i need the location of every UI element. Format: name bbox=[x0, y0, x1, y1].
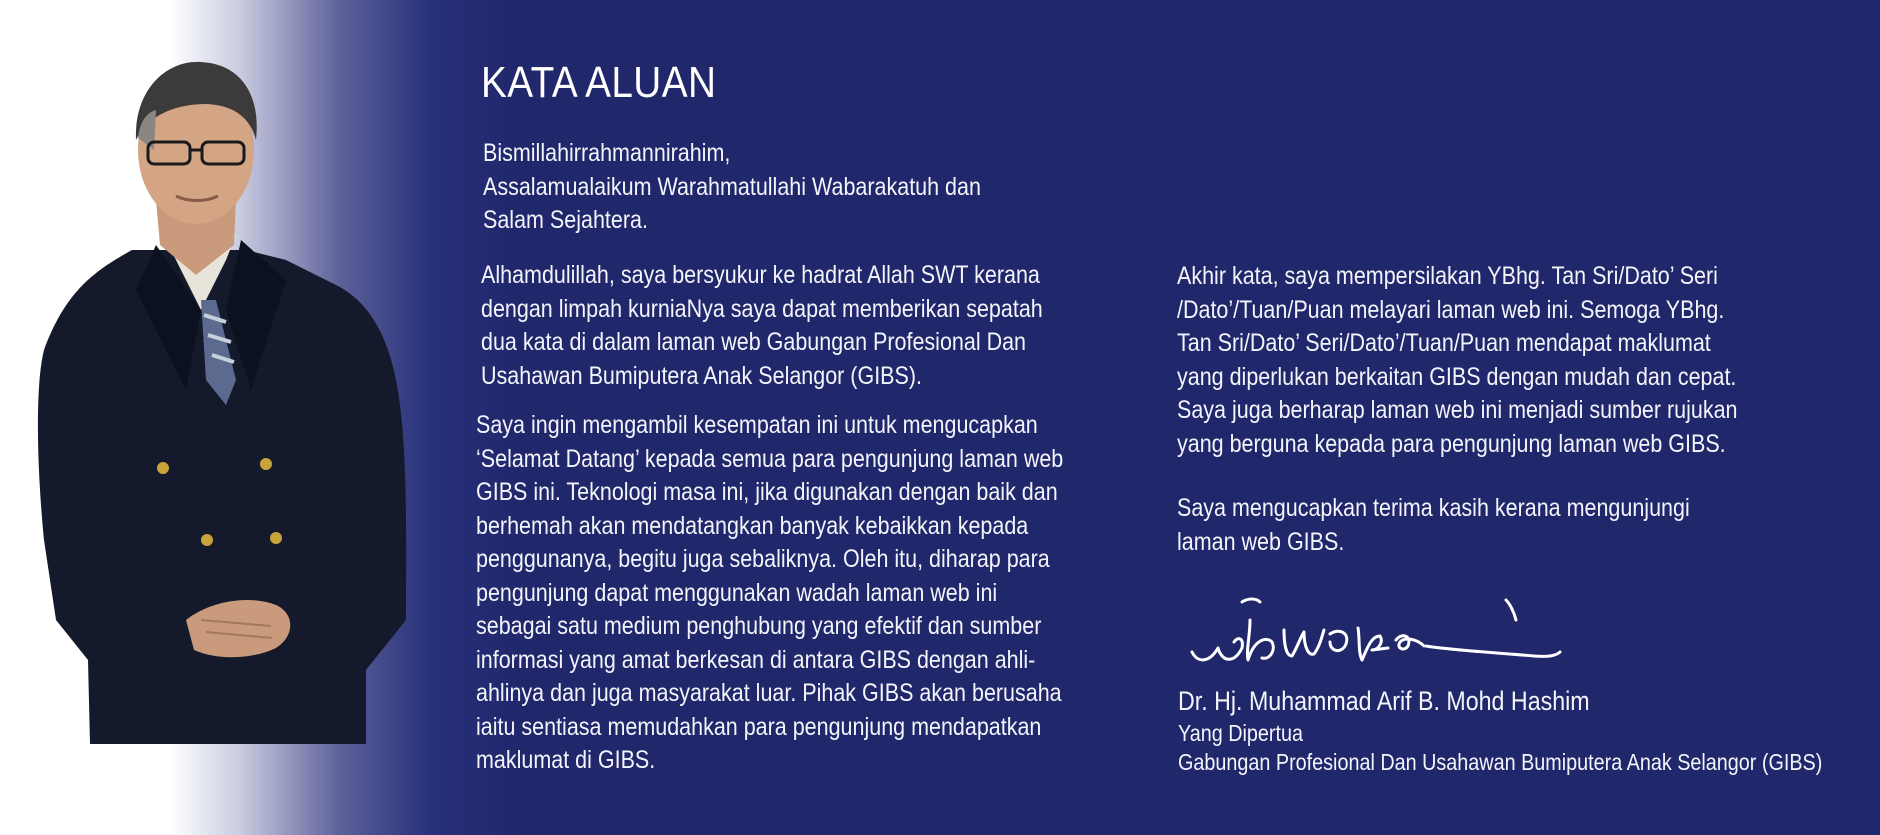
paragraph-line: informasi yang amat berkesan di antara GIBS dengan ahli- bbox=[476, 645, 1036, 674]
page-title: KATA ALUAN bbox=[481, 58, 717, 107]
closing-paragraph bbox=[1177, 260, 1738, 461]
paragraph-line: dua kata di dalam laman web Gabungan Profesional Dan bbox=[481, 328, 1027, 356]
paragraph-line: ahlinya dan juga masyarakat luar. Pihak GIBS akan berusaha bbox=[476, 679, 1062, 707]
signer-organization: Gabungan Profesional Dan Usahawan Bumiputera Anak Selangor (GIBS) bbox=[1178, 749, 1823, 775]
paragraph-line: Saya ingin mengambil kesempatan ini untuk mengucapkan bbox=[476, 411, 1038, 439]
greeting-line: Bismillahirrahmannirahim, bbox=[483, 139, 731, 167]
paragraph-line: Tan Sri/Dato’ Seri/Dato’/Tuan/Puan mendapat maklumat bbox=[1177, 329, 1711, 357]
paragraph-line: berhemah akan mendatangkan banyak kebaikkan kepada bbox=[476, 511, 1029, 540]
paragraph-line: /Dato’/Tuan/Puan melayari laman web ini. Semoga YBhg. bbox=[1177, 295, 1725, 324]
paragraph-line: Saya juga berharap laman web ini menjadi sumber rujukan bbox=[1177, 396, 1738, 424]
greeting-line: Salam Sejahtera. bbox=[483, 206, 648, 234]
paragraph-line: Usahawan Bumiputera Anak Selangor (GIBS). bbox=[481, 361, 922, 390]
paragraph-line: pengunjung dapat menggunakan wadah laman web ini bbox=[476, 578, 998, 607]
welcome-paragraph bbox=[476, 409, 1063, 778]
intro-paragraph bbox=[481, 259, 1043, 393]
paragraph-line: penggunanya, begitu juga sebaliknya. Oleh itu, diharap para bbox=[476, 545, 1050, 573]
paragraph-line: sebagai satu medium penghubung yang efektif dan sumber bbox=[476, 612, 1042, 640]
signer-name: Dr. Hj. Muhammad Arif B. Mohd Hashim bbox=[1178, 686, 1590, 716]
paragraph-line: Saya mengucapkan terima kasih kerana mengunjungi bbox=[1177, 494, 1690, 522]
signer-title: Yang Dipertua bbox=[1178, 720, 1303, 746]
paragraph-line: ‘Selamat Datang’ kepada semua para pengunjung laman web bbox=[476, 444, 1064, 473]
paragraph-line: yang diperlukan berkaitan GIBS dengan mudah dan cepat. bbox=[1177, 362, 1737, 391]
thanks-paragraph bbox=[1177, 492, 1690, 559]
paragraph-line: Akhir kata, saya mempersilakan YBhg. Tan Sri/Dato’ Seri bbox=[1177, 262, 1718, 290]
signature-icon bbox=[1188, 590, 1578, 680]
paragraph-line: laman web GIBS. bbox=[1177, 527, 1345, 556]
paragraph-line: yang berguna kepada para pengunjung laman web GIBS. bbox=[1177, 429, 1726, 458]
greeting-line: Assalamualaikum Warahmatullahi Wabarakatuh dan bbox=[483, 172, 981, 201]
paragraph-line: iaitu sentiasa memudahkan para pengunjung mendapatkan bbox=[476, 712, 1042, 741]
paragraph-line: GIBS ini. Teknologi masa ini, jika digunakan dengan baik dan bbox=[476, 478, 1058, 506]
portrait-photo bbox=[36, 60, 416, 744]
paragraph-line: maklumat di GIBS. bbox=[476, 746, 656, 774]
paragraph-line: Alhamdulillah, saya bersyukur ke hadrat Allah SWT kerana bbox=[481, 261, 1040, 289]
greeting-text bbox=[483, 137, 981, 238]
paragraph-line: dengan limpah kurniaNya saya dapat memberikan sepatah bbox=[481, 294, 1043, 323]
